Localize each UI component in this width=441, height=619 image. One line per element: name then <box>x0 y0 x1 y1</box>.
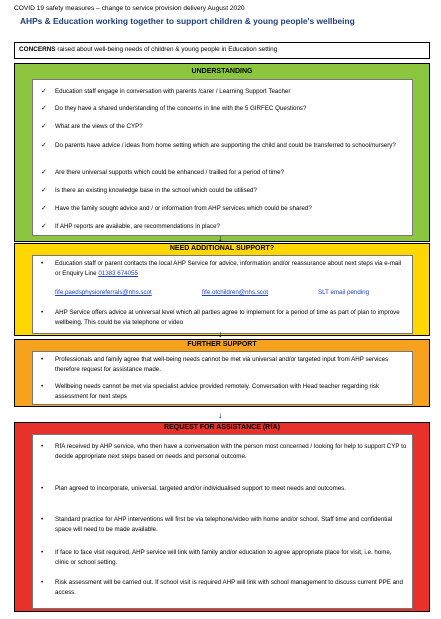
list-item: ✓ What are the views of the CYP? <box>41 123 143 130</box>
list-item: • Risk assessment will be carried out. If school visit is required AHP will link with school management to discuss current PPE and access. <box>41 579 403 596</box>
arrow-down-icon: ↓ <box>218 233 223 243</box>
list-item: • If face to face visit required, AHP service will link with family and/or education to agree appropriate place for visit, i.e. home, clinic or school setting. <box>41 549 392 566</box>
list-item: • Wellbeing needs cannot be met via specialist advice provided remotely. Conversation with Head teacher regarding risk assessment for next steps <box>41 383 380 400</box>
bullet-icon: • <box>41 516 44 523</box>
email-links-row <box>55 288 407 298</box>
list-item: ✓ Have the family sought advice and / or information from AHP services which could be shared? <box>41 205 312 212</box>
further-support-section <box>14 339 430 407</box>
request-for-assistance-title: REQUEST FOR ASSISTANCE (RfA) <box>164 424 280 431</box>
list-item: ✓ If AHP reports are available, are recommendations in place? <box>41 223 220 230</box>
list-item: ✓ Do they have a shared understanding of the concerns in line with the 5 GIRFEC Questions? <box>41 105 307 112</box>
list-item: • Standard practice for AHP interventions will first be via telephone/video with home and/or school. Staff time and confidential space will need to be made available. <box>41 516 393 533</box>
list-item: • Professionals and family agree that well-being needs cannot be met via universal and/or targeted input from AHP services therefore request for assistance made. <box>41 356 389 373</box>
check-icon: ✓ <box>41 187 47 194</box>
bullet-icon: • <box>41 356 44 363</box>
concerns-box <box>14 42 430 59</box>
understanding-section <box>14 63 430 242</box>
check-icon: ✓ <box>41 205 47 212</box>
bullet-icon: • <box>41 579 44 586</box>
physio-email-link[interactable]: fife.paedsphysioreferrals@nhs.scot <box>55 289 152 296</box>
bullet-icon: • <box>41 485 44 492</box>
understanding-title: UNDERSTANDING <box>191 68 253 75</box>
check-icon: ✓ <box>41 123 47 130</box>
list-item: • Education staff or parent contacts the local AHP Service for advice, information and/or reassurance about next steps via e-mail or Enquiry Line 01383 674055 <box>41 260 402 277</box>
list-item: ✓ Do parents have advice / ideas from home setting which are supporting the child and could be transferred to school/nursery? <box>41 142 396 149</box>
additional-support-section <box>14 243 430 336</box>
arrow-down-icon: ↓ <box>218 410 223 420</box>
list-item: ✓ Are there universal supports which could be enhanced / trailled for a period of time? <box>41 169 285 176</box>
additional-support-title: NEED ADDITIONAL SUPPORT? <box>169 245 275 252</box>
ot-email-link[interactable]: fife.otchildren@nhs.scot <box>202 289 269 296</box>
bullet-icon: • <box>41 443 44 450</box>
list-item: • RfA received by AHP service, who then have a conversation with the person most concerned / looking for help to support CYP to decide appropriate next steps based on needs and personal outcome. <box>41 443 407 460</box>
bullet-icon: • <box>41 383 44 390</box>
request-for-assistance-section <box>14 422 430 612</box>
slt-email-pending: SLT email pending <box>318 289 370 296</box>
bullet-icon: • <box>41 549 44 556</box>
check-icon: ✓ <box>41 142 47 149</box>
enquiry-phone-link[interactable]: 01383 674055 <box>98 270 138 277</box>
list-item: ✓ Education staff engage in conversation with parents /carer / Learning Support Teacher <box>41 88 291 95</box>
list-item: ✓ Is there an existing knowledge base in the school which could be utilised? <box>41 187 257 194</box>
check-icon: ✓ <box>41 169 47 176</box>
understanding-list <box>32 79 413 236</box>
concerns-label: CONCERNS <box>19 46 56 53</box>
check-icon: ✓ <box>41 105 47 112</box>
bullet-icon: • <box>41 260 44 267</box>
additional-support-list <box>32 255 413 334</box>
further-support-title: FURTHER SUPPORT <box>187 341 257 348</box>
further-support-list <box>32 351 413 405</box>
concerns-text: raised about well-being needs of children & young people in Education setting <box>55 46 278 53</box>
request-for-assistance-list <box>32 434 413 609</box>
header-line: COVID 19 safety measures – change to service provision delivery August 2020 <box>14 5 245 12</box>
bullet-icon: • <box>41 309 44 316</box>
check-icon: ✓ <box>41 88 47 95</box>
list-item: • Plan agreed to incorporate, universal, targeted and/or individualised support to meet needs and outcomes. <box>41 485 346 492</box>
check-icon: ✓ <box>41 223 47 230</box>
list-item: • AHP Service offers advice at universal level which all parties agree to implement for a period of time as part of plan to improve wellbeing. This could be via telephone or video <box>41 309 400 326</box>
arrow-down-icon: ↓ <box>218 329 223 339</box>
page-title: AHPs & Education working together to support children & young people's wellbeing <box>20 16 355 26</box>
